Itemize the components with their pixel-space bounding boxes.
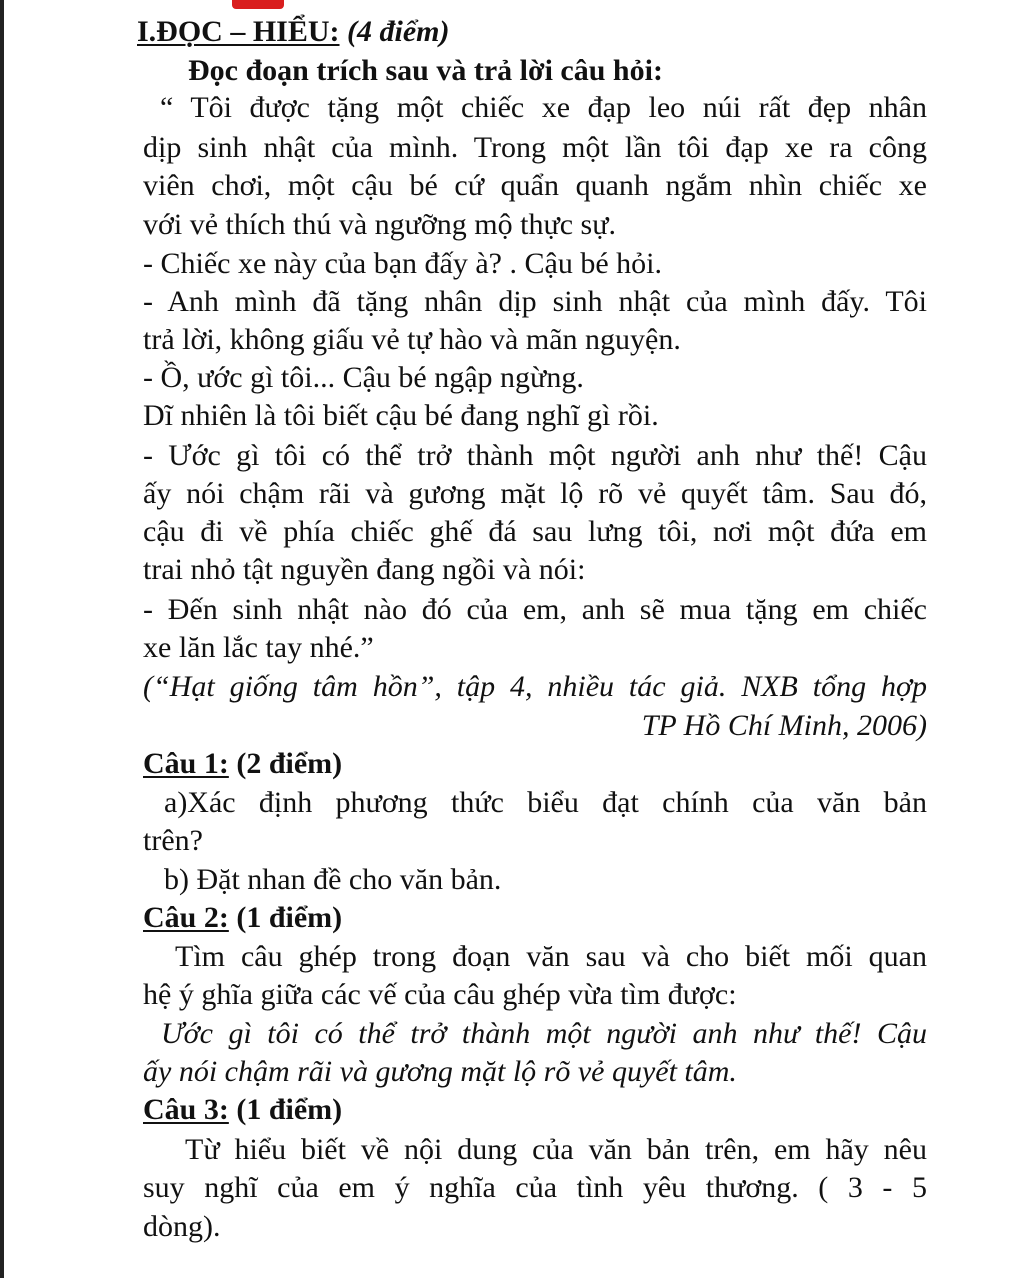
question-2-quote: Ước gì tôi có thể trở thành một người anh như thế! Cậu xyxy=(161,1017,927,1050)
question-1b: b) Đặt nhan đề cho văn bản. xyxy=(164,863,502,896)
section-heading xyxy=(137,13,449,51)
question-2-prompt: Tìm câu ghép trong đoạn văn sau và cho biết mối quan xyxy=(175,940,927,973)
question-1-heading xyxy=(143,745,342,783)
passage-line: ấy nói chậm rãi và gương mặt lộ rõ vẻ quyết tâm. Sau đó, xyxy=(143,477,927,510)
passage-line: viên chơi, một cậu bé cứ quẩn quanh ngắm nhìn chiếc xe xyxy=(143,169,927,202)
question-2-heading xyxy=(143,899,342,937)
passage-line: - Đến sinh nhật nào đó của em, anh sẽ mua tặng em chiếc xyxy=(143,593,927,626)
question-3-prompt-end: dòng). xyxy=(143,1210,221,1243)
question-2-points: (1 điểm) xyxy=(236,901,343,934)
instruction: Đọc đoạn trích sau và trả lời câu hỏi: xyxy=(188,54,663,87)
section-heading-label: I.ĐỌC – HIỂU: xyxy=(137,15,340,48)
passage-line: - Ước gì tôi có thể trở thành một người anh như thế! Cậu xyxy=(143,439,927,472)
question-3-label: Câu 3: xyxy=(143,1093,229,1126)
passage-line: Dĩ nhiên là tôi biết cậu bé đang nghĩ gì rồi. xyxy=(143,399,659,432)
question-1a-continued: trên? xyxy=(143,824,203,857)
passage-line: - Anh mình đã tặng nhân dịp sinh nhật của mình đấy. Tôi xyxy=(143,285,927,318)
source-citation-end: TP Hồ Chí Minh, 2006) xyxy=(641,709,927,742)
question-3-heading xyxy=(143,1091,342,1129)
question-1-label: Câu 1: xyxy=(143,747,229,780)
question-2-prompt-continued: hệ ý ghĩa giữa các vế của câu ghép vừa tìm được: xyxy=(143,978,737,1011)
passage-line: trả lời, không giấu vẻ tự hào và mãn nguyện. xyxy=(143,323,681,356)
passage-line: - Chiếc xe này của bạn đấy à? . Cậu bé hỏi. xyxy=(143,247,662,280)
passage-line: dịp sinh nhật của mình. Trong một lần tôi đạp xe ra công xyxy=(143,131,927,164)
question-3-prompt-continued: suy nghĩ của em ý nghĩa của tình yêu thương. ( 3 - 5 xyxy=(143,1171,927,1204)
red-header-mark xyxy=(232,0,284,9)
passage-line: cậu đi về phía chiếc ghế đá sau lưng tôi, nơi một đứa em xyxy=(143,515,927,548)
page-left-edge xyxy=(0,0,4,1278)
source-citation: (“Hạt giống tâm hồn”, tập 4, nhiều tác giả. NXB tổng hợp xyxy=(143,670,927,703)
passage-line: “ Tôi được tặng một chiếc xe đạp leo núi rất đẹp nhân xyxy=(160,91,927,124)
question-2-quote-continued: ấy nói chậm rãi và gương mặt lộ rõ vẻ quyết tâm. xyxy=(143,1055,737,1088)
question-3-prompt: Từ hiểu biết về nội dung của văn bản trên, em hãy nêu xyxy=(185,1133,927,1166)
passage-line: trai nhỏ tật nguyền đang ngồi và nói: xyxy=(143,553,586,586)
passage-line: - Ồ, ước gì tôi... Cậu bé ngập ngừng. xyxy=(143,361,584,394)
question-2-label: Câu 2: xyxy=(143,901,229,934)
passage-line: với vẻ thích thú và ngưỡng mộ thực sự. xyxy=(143,208,616,241)
section-heading-points: (4 điểm) xyxy=(347,15,450,48)
passage-line: xe lăn lắc tay nhé.” xyxy=(143,631,374,664)
question-3-points: (1 điểm) xyxy=(236,1093,343,1126)
question-1a: a)Xác định phương thức biểu đạt chính của văn bản xyxy=(164,786,927,819)
question-1-points: (2 điểm) xyxy=(236,747,343,780)
